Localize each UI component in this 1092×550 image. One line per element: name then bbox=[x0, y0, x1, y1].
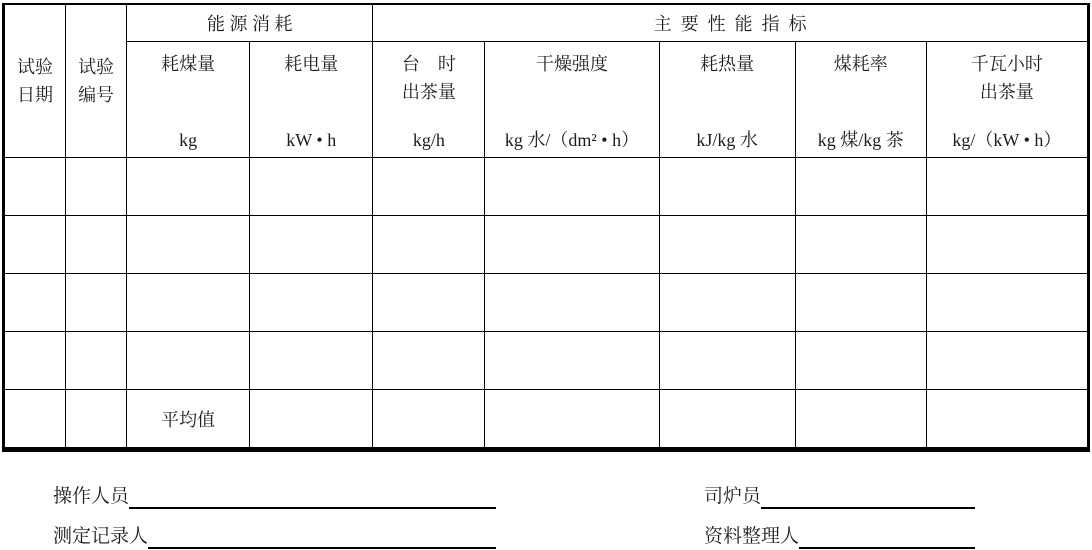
empty-cell bbox=[485, 158, 659, 216]
empty-cell bbox=[250, 216, 373, 274]
average-row bbox=[4, 390, 1089, 450]
unit-coal-consumption: kg bbox=[179, 130, 198, 150]
stoker-signature-line bbox=[761, 487, 975, 509]
operator-signature-line bbox=[129, 487, 496, 509]
table-row bbox=[4, 274, 1089, 332]
signature-footer bbox=[0, 479, 1092, 549]
empty-cell bbox=[659, 158, 795, 216]
empty-cell bbox=[4, 332, 66, 390]
test-date-label-line1: 试验 bbox=[17, 57, 54, 77]
empty-cell bbox=[485, 274, 659, 332]
empty-cell bbox=[4, 274, 66, 332]
footer-line-1 bbox=[0, 479, 1092, 509]
table-header-group-row bbox=[4, 4, 1089, 42]
empty-cell bbox=[659, 390, 795, 450]
unit-heat-consumption: kJ/kg 水 bbox=[696, 130, 758, 150]
empty-cell bbox=[127, 158, 250, 216]
empty-cell bbox=[373, 158, 485, 216]
empty-cell bbox=[4, 390, 66, 450]
test-number-label-line1: 试验 bbox=[78, 57, 115, 77]
col-header-drying-intensity: 干燥强度 kg 水/（dm² • h） bbox=[485, 42, 659, 158]
empty-cell bbox=[66, 216, 127, 274]
table-header-label-row bbox=[4, 42, 1089, 158]
unit-kwh-tea-output: kg/（kW • h） bbox=[952, 130, 1062, 150]
footer-line-2 bbox=[0, 519, 1092, 549]
empty-cell bbox=[659, 216, 795, 274]
empty-cell bbox=[926, 332, 1088, 390]
operator-label: 操作人员 bbox=[53, 486, 130, 507]
unit-drying-intensity: kg 水/（dm² • h） bbox=[504, 130, 640, 150]
empty-cell bbox=[373, 390, 485, 450]
average-label-cell bbox=[127, 390, 250, 450]
test-number-label-line2: 编号 bbox=[78, 85, 115, 105]
empty-cell bbox=[795, 158, 926, 216]
empty-cell bbox=[250, 274, 373, 332]
empty-cell bbox=[373, 332, 485, 390]
empty-cell bbox=[127, 216, 250, 274]
organizer-label: 资料整理人 bbox=[704, 526, 800, 547]
document-page bbox=[0, 3, 1092, 550]
empty-cell bbox=[373, 216, 485, 274]
test-date-label-line2: 日期 bbox=[17, 85, 54, 105]
empty-cell bbox=[66, 390, 127, 450]
empty-cell bbox=[926, 274, 1088, 332]
unit-coal-rate: kg 煤/kg 茶 bbox=[817, 130, 904, 150]
recorder-field bbox=[53, 525, 496, 549]
empty-cell bbox=[4, 216, 66, 274]
empty-cell bbox=[926, 216, 1088, 274]
group-header-energy-consumption: 能 源 消 耗 bbox=[127, 4, 373, 42]
col-header-kwh-tea-output: 千瓦小时 出茶量 kg/（kW • h） bbox=[926, 42, 1088, 158]
empty-cell bbox=[795, 274, 926, 332]
empty-cell bbox=[4, 158, 66, 216]
operator-field bbox=[53, 485, 496, 509]
empty-cell bbox=[485, 332, 659, 390]
empty-cell bbox=[66, 332, 127, 390]
col-header-hourly-tea-output: 台 时 出茶量 kg/h bbox=[373, 42, 485, 158]
empty-cell bbox=[659, 274, 795, 332]
unit-hourly-tea-output: kg/h bbox=[412, 130, 445, 150]
stoker-label: 司炉员 bbox=[704, 486, 762, 507]
col-header-heat-consumption: 耗热量 kJ/kg 水 bbox=[659, 42, 795, 158]
empty-cell bbox=[250, 390, 373, 450]
group-header-main-performance: 主 要 性 能 指 标 bbox=[373, 4, 1089, 42]
recorder-signature-line bbox=[148, 527, 496, 549]
organizer-signature-line bbox=[799, 527, 975, 549]
average-label: 平均值 bbox=[161, 409, 216, 430]
empty-cell bbox=[250, 332, 373, 390]
col-header-electricity-consumption: 耗电量 kW • h bbox=[250, 42, 373, 158]
empty-cell bbox=[926, 390, 1088, 450]
empty-cell bbox=[926, 158, 1088, 216]
empty-cell bbox=[127, 332, 250, 390]
col-header-coal-rate: 煤耗率 kg 煤/kg 茶 bbox=[795, 42, 926, 158]
table-row bbox=[4, 158, 1089, 216]
col-header-coal-consumption: 耗煤量 kg bbox=[127, 42, 250, 158]
col-header-test-number bbox=[66, 4, 127, 158]
empty-cell bbox=[66, 274, 127, 332]
empty-cell bbox=[795, 390, 926, 450]
unit-electricity-consumption: kW • h bbox=[286, 130, 337, 150]
performance-record-table bbox=[2, 3, 1090, 452]
organizer-field bbox=[704, 525, 975, 549]
table-row bbox=[4, 332, 1089, 390]
empty-cell bbox=[795, 332, 926, 390]
empty-cell bbox=[127, 274, 250, 332]
empty-cell bbox=[66, 158, 127, 216]
empty-cell bbox=[250, 158, 373, 216]
empty-cell bbox=[659, 332, 795, 390]
empty-cell bbox=[485, 216, 659, 274]
empty-cell bbox=[485, 390, 659, 450]
empty-cell bbox=[373, 274, 485, 332]
empty-cell bbox=[795, 216, 926, 274]
table-row bbox=[4, 216, 1089, 274]
col-header-test-date bbox=[4, 4, 66, 158]
recorder-label: 测定记录人 bbox=[53, 526, 149, 547]
stoker-field bbox=[704, 485, 975, 509]
